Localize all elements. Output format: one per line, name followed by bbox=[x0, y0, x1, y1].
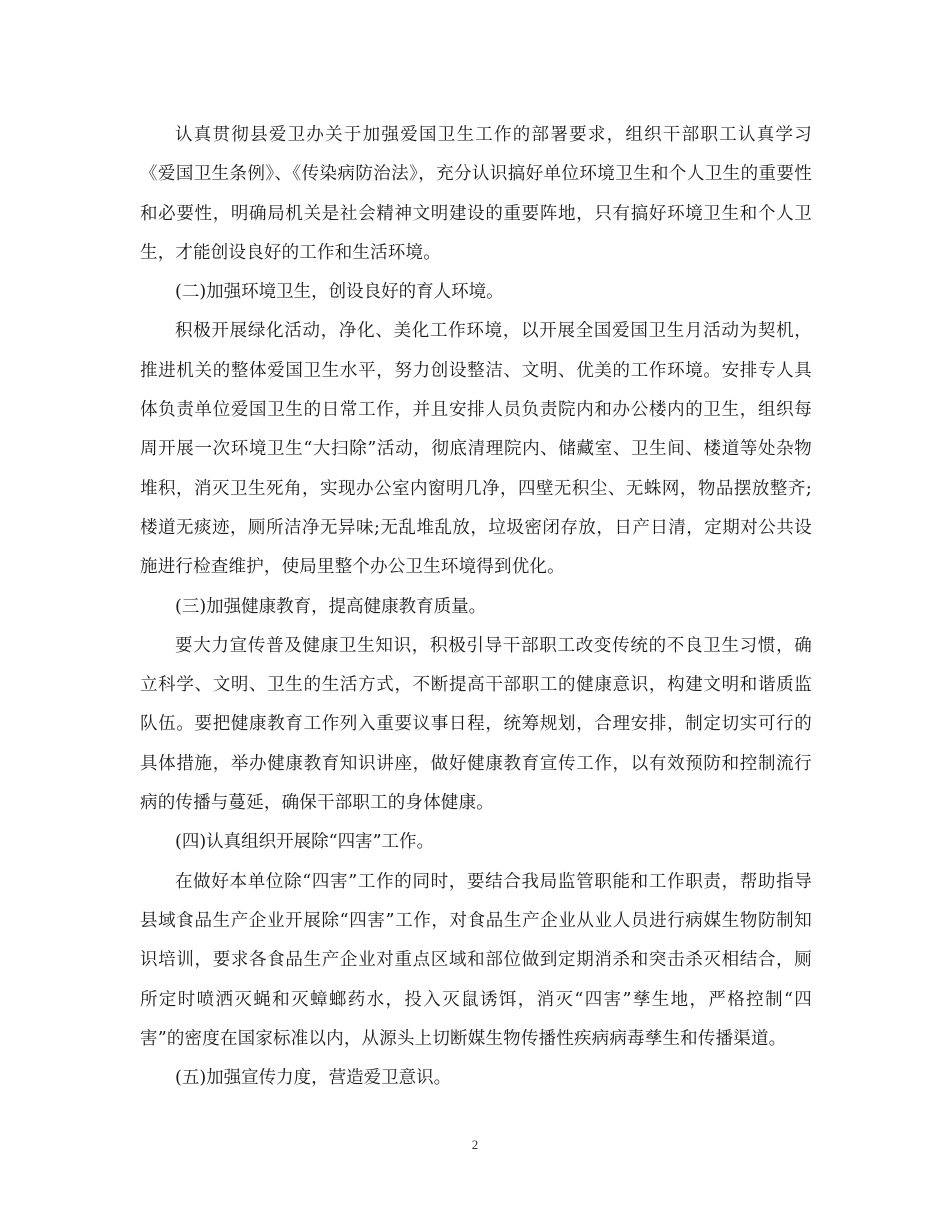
page-number: 2 bbox=[471, 1137, 479, 1152]
section-heading-2: (二)加强环境卫生，创设良好的育人环境。 bbox=[175, 282, 504, 303]
paragraph-four-pests: 在做好本单位除“四害”工作的同时，要结合我局监管职能和工作职责，帮助指导县域食品生产企业开展除“四害”工作，对食品生产企业从业人员进行病媒生物防制知识培训，要求各食品生产企业对重点区域和部位做到定期消杀和突击杀灭相结合，厕所定时喷洒灭蝇和灭蟑螂药水，投入灭鼠诱饵，消灭“四害”孳生地，严格控制“四害”的密度在国家标准以内，从源头上切断媒生物传播性疾病病毒孳生和传播渠道。 bbox=[140, 871, 812, 1049]
section-heading-5: (五)加强宣传力度，营造爱卫意识。 bbox=[175, 1068, 452, 1089]
paragraph-health-education: 要大力宣传普及健康卫生知识，积极引导干部职工改变传统的不良卫生习惯，确立科学、文明、卫生的生活方式，不断提高干部职工的健康意识，构建文明和谐质监队伍。要把健康教育工作列入重要议事日程，统筹规划，合理安排，制定切实可行的具体措施，举办健康教育知识讲座，做好健康教育宣传工作，以有效预防和控制流行病的传播与蔓延，确保干部职工的身体健康。 bbox=[140, 635, 812, 814]
paragraph-environment: 积极开展绿化活动，净化、美化工作环境，以开展全国爱国卫生月活动为契机，推进机关的整体爱国卫生水平，努力创设整洁、文明、优美的工作环境。安排专人具体负责单位爱国卫生的日常工作，并且安排人员负责院内和办公楼内的卫生，组织每周开展一次环境卫生“大扫除”活动，彻底清理院内、储藏室、卫生间、楼道等处杂物堆积，消灭卫生死角，实现办公室内窗明几净，四壁无积尘、无蛛网，物品摆放整齐;楼道无痰迹，厕所洁净无异味;无乱堆乱放，垃圾密闭存放，日产日清，定期对公共设施进行检查维护，使局里整个办公卫生环境得到优化。 bbox=[140, 321, 812, 578]
document-body bbox=[140, 116, 812, 1098]
section-heading-3: (三)加强健康教育，提高健康教育质量。 bbox=[175, 596, 487, 617]
section-heading-4: (四)认真组织开展除“四害”工作。 bbox=[175, 832, 435, 853]
paragraph-intro: 认真贯彻县爱卫办关于加强爱国卫生工作的部署要求，组织干部职工认真学习《爱国卫生条例》、《传染病防治法》，充分认识搞好单位环境卫生和个人卫生的重要性和必要性，明确局机关是社会精神文明建设的重要阵地，只有搞好环境卫生和个人卫生，才能创设良好的工作和生活环境。 bbox=[140, 125, 812, 263]
